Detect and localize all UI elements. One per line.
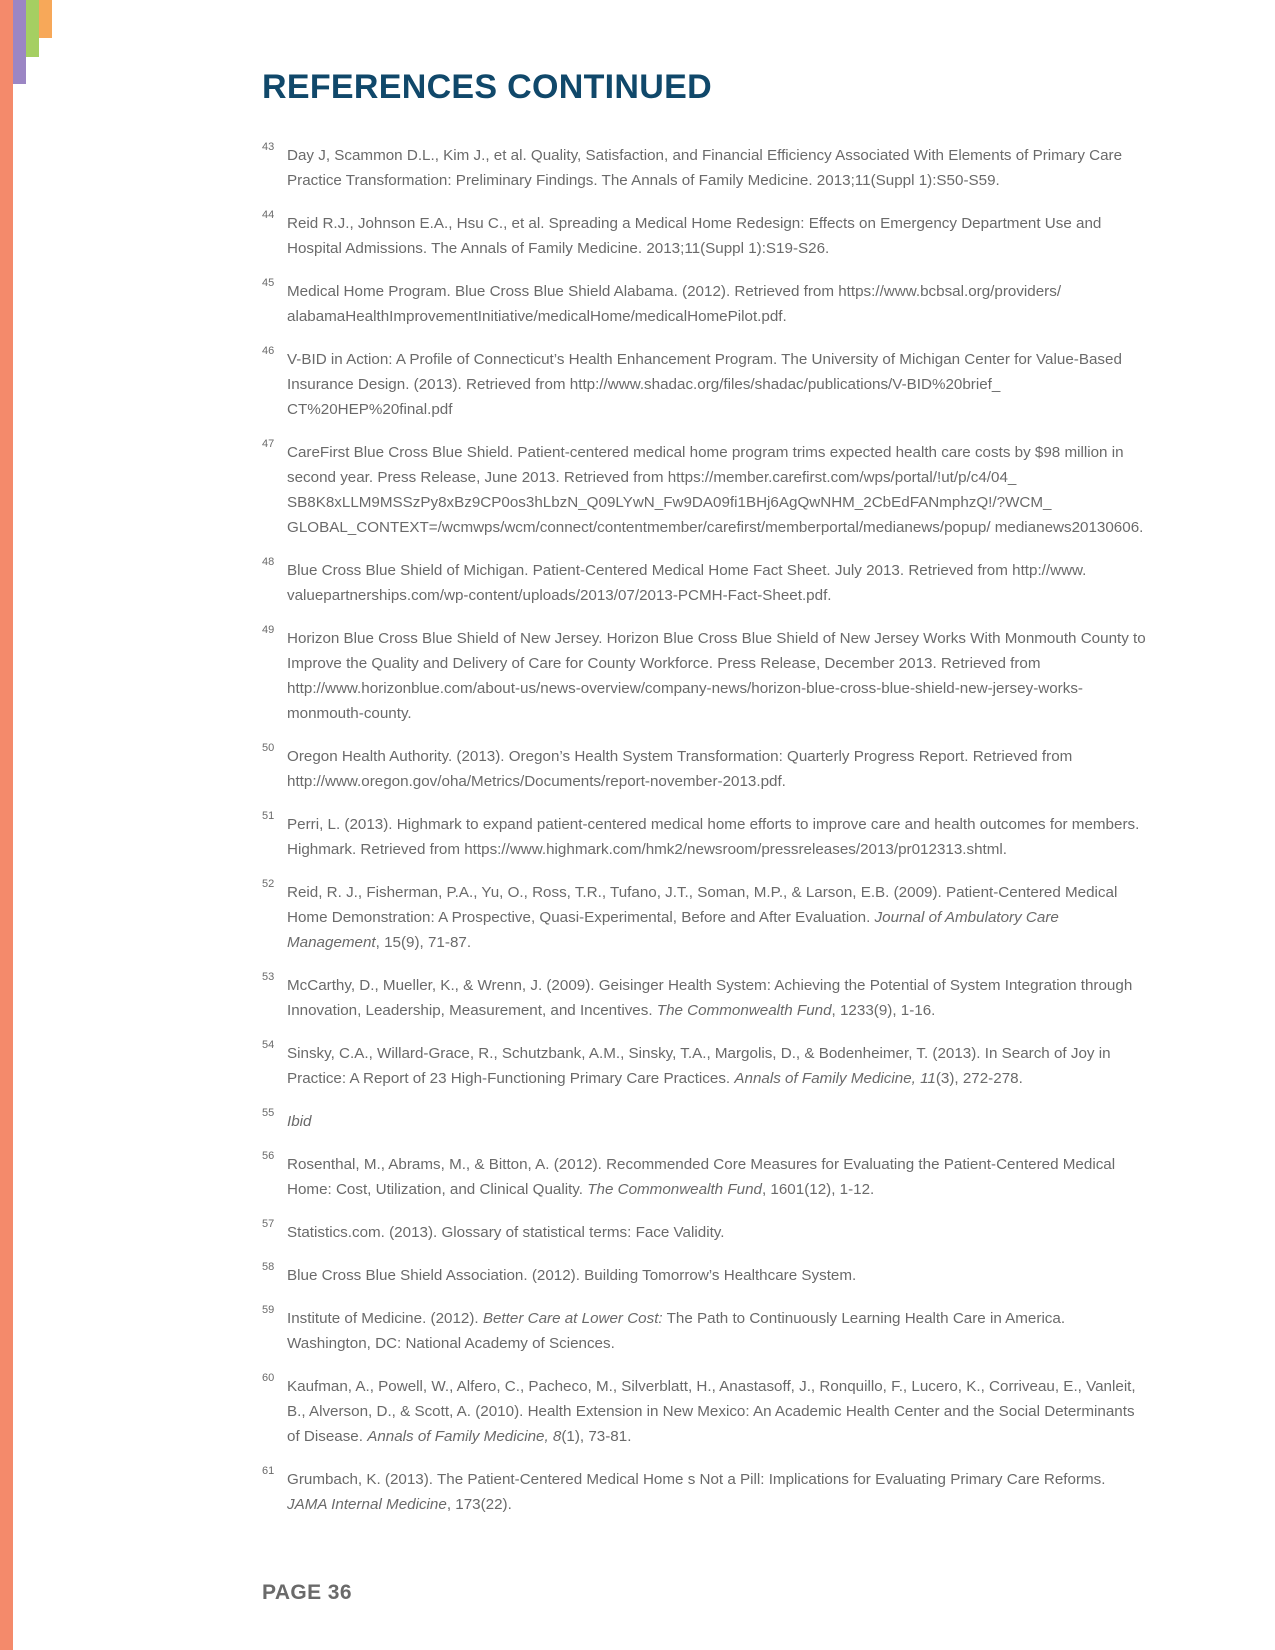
reference-item bbox=[262, 1374, 1147, 1449]
reference-italic-segment: Better Care at Lower Cost: bbox=[482, 1310, 663, 1327]
reference-number: 59 bbox=[262, 1304, 275, 1316]
reference-number: 54 bbox=[262, 1039, 275, 1051]
reference-segment: Oregon Health Authority. (2013). Oregon’s Health System Transformation: Quarterly Progress Report. Retrieved from http://www.oregon.gov/oha/Metrics/Documents/report-november-2013.pdf. bbox=[287, 748, 1073, 790]
reference-number: 52 bbox=[262, 878, 275, 890]
reference-text bbox=[287, 630, 1146, 722]
reference-segment: The Path to Continuously Learning Health Care in America. Washington, DC: National Academy of Sciences. bbox=[287, 1310, 1066, 1352]
reference-text bbox=[287, 1471, 1105, 1513]
reference-segment: (1), 73-81. bbox=[561, 1428, 632, 1445]
reference-number: 47 bbox=[262, 438, 275, 450]
reference-item bbox=[262, 211, 1147, 261]
reference-item bbox=[262, 744, 1147, 794]
reference-segment: Statistics.com. (2013). Glossary of statistical terms: Face Validity. bbox=[287, 1224, 725, 1241]
reference-segment: Horizon Blue Cross Blue Shield of New Jersey. Horizon Blue Cross Blue Shield of New Jersey Works With Monmouth County to Improve the Quality and Delivery of Care for County Workforce. Press Release, December 2013. Retrieved from http://www.horizonblue.com/about-us/news-overview/company-news/horizon-blue-cross-blue-shield-new-jersey-works-monmouth-county. bbox=[287, 630, 1146, 722]
reference-text bbox=[287, 1113, 312, 1130]
page-title: REFERENCES CONTINUED bbox=[262, 68, 712, 106]
reference-text bbox=[287, 1310, 1065, 1352]
reference-item bbox=[262, 1109, 1147, 1134]
page-number: PAGE 36 bbox=[262, 1581, 352, 1604]
reference-item bbox=[262, 1263, 1147, 1288]
reference-number: 58 bbox=[262, 1261, 275, 1273]
reference-item bbox=[262, 1306, 1147, 1356]
reference-item bbox=[262, 279, 1147, 329]
reference-italic-segment: The Commonwealth Fund bbox=[656, 1002, 832, 1019]
reference-segment: Day J, Scammon D.L., Kim J., et al. Quality, Satisfaction, and Financial Efficiency Associated With Elements of Primary Care Practice Transformation: Preliminary Findings. The Annals of Family Medicine. 2013;11(Suppl 1):S50-S59. bbox=[287, 147, 1123, 189]
decorative-bar-green bbox=[26, 0, 39, 57]
reference-item bbox=[262, 558, 1147, 608]
reference-number: 55 bbox=[262, 1107, 275, 1119]
reference-segment: , 173(22). bbox=[446, 1496, 512, 1513]
reference-segment: Sinsky, C.A., Willard-Grace, R., Schutzbank, A.M., Sinsky, T.A., Margolis, D., & Bodenheimer, T. (2013). In Search of Joy in Practice: A Report of 23 High-Functioning Primary Care Practices. bbox=[287, 1045, 1111, 1087]
reference-text bbox=[287, 977, 1132, 1019]
reference-item bbox=[262, 973, 1147, 1023]
decorative-bar-purple bbox=[13, 0, 26, 84]
reference-item bbox=[262, 1467, 1147, 1517]
reference-italic-segment: Annals of Family Medicine, 11 bbox=[734, 1070, 936, 1087]
reference-segment: Perri, L. (2013). Highmark to expand patient-centered medical home efforts to improve care and health outcomes for members. Highmark. Retrieved from https://www.highmark.com/hmk2/newsroom/pressreleases/2013/pr012313.shtml. bbox=[287, 816, 1140, 858]
reference-segment: CareFirst Blue Cross Blue Shield. Patient-centered medical home program trims expected health care costs by $98 million in second year. Press Release, June 2013. Retrieved from https://member.carefirst.com/wps/portal/!ut/p/c4/04_ SB8K8xLLM9MSSzPy8xBz9CP0os3hLbzN_Q09LYwN_Fw9DA09fi1BHj6AgQwNHM_2CbEdFANmphzQ!/?WCM_ GLOBAL_CONTEXT=/wcmwps/wcm/connect/contentmember/carefirst/memberportal/medianews/popup/ medianews20130606. bbox=[287, 444, 1144, 536]
reference-item bbox=[262, 347, 1147, 422]
reference-number: 45 bbox=[262, 277, 275, 289]
reference-item bbox=[262, 143, 1147, 193]
reference-italic-segment: Annals of Family Medicine, 8 bbox=[367, 1428, 562, 1445]
reference-segment: Kaufman, A., Powell, W., Alfero, C., Pacheco, M., Silverblatt, H., Anastasoff, J., Ronquillo, F., Lucero, K., Corriveau, E., Vanleit, B., Alverson, D., & Scott, A. (2010). Health Extension in New Mexico: An Academic Health Center and the Social Determinants of Disease. bbox=[287, 1378, 1136, 1445]
reference-number: 61 bbox=[262, 1465, 275, 1477]
reference-number: 46 bbox=[262, 345, 275, 357]
reference-segment: Institute of Medicine. (2012). bbox=[287, 1310, 483, 1327]
reference-number: 60 bbox=[262, 1372, 275, 1384]
reference-text bbox=[287, 562, 1086, 604]
reference-segment: V-BID in Action: A Profile of Connecticut’s Health Enhancement Program. The University of Michigan Center for Value-Based Insurance Design. (2013). Retrieved from http://www.shadac.org/files/shadac/publications/V-BID%20brief_ CT%20HEP%20final.pdf bbox=[287, 351, 1122, 418]
reference-item bbox=[262, 1041, 1147, 1091]
reference-number: 48 bbox=[262, 556, 275, 568]
reference-text bbox=[287, 1045, 1111, 1087]
reference-text bbox=[287, 748, 1072, 790]
reference-item bbox=[262, 1220, 1147, 1245]
decorative-bar-salmon bbox=[0, 0, 13, 1650]
reference-text bbox=[287, 444, 1143, 536]
reference-segment: Medical Home Program. Blue Cross Blue Shield Alabama. (2012). Retrieved from https://www.bcbsal.org/providers/ alabamaHealthImprovementInitiative/medicalHome/medicalHomePilot.pdf. bbox=[287, 283, 1062, 325]
reference-italic-segment: The Commonwealth Fund bbox=[587, 1181, 762, 1198]
reference-segment: (3), 272-278. bbox=[935, 1070, 1023, 1087]
reference-segment: , 1601(12), 1-12. bbox=[761, 1181, 875, 1198]
reference-italic-segment: Journal of Ambulatory Care Management bbox=[287, 909, 1059, 951]
reference-number: 49 bbox=[262, 624, 275, 636]
reference-item bbox=[262, 880, 1147, 955]
reference-text bbox=[287, 816, 1139, 858]
reference-segment: Blue Cross Blue Shield Association. (2012). Building Tomorrow’s Healthcare System. bbox=[287, 1267, 857, 1284]
reference-text bbox=[287, 283, 1061, 325]
reference-item bbox=[262, 440, 1147, 540]
reference-text bbox=[287, 351, 1122, 418]
reference-number: 51 bbox=[262, 810, 275, 822]
reference-item bbox=[262, 812, 1147, 862]
reference-segment: , 15(9), 71-87. bbox=[375, 934, 472, 951]
reference-text bbox=[287, 884, 1117, 951]
reference-number: 57 bbox=[262, 1218, 275, 1230]
reference-segment: McCarthy, D., Mueller, K., & Wrenn, J. (2009). Geisinger Health System: Achieving the Potential of System Integration through Innovation, Leadership, Measurement, and Incentives. bbox=[287, 977, 1133, 1019]
reference-text bbox=[287, 1224, 724, 1241]
reference-italic-segment: Ibid bbox=[287, 1113, 312, 1130]
reference-italic-segment: JAMA Internal Medicine bbox=[287, 1496, 447, 1513]
reference-text bbox=[287, 215, 1101, 257]
reference-number: 44 bbox=[262, 209, 275, 221]
reference-segment: Rosenthal, M., Abrams, M., & Bitton, A. (2012). Recommended Core Measures for Evaluating the Patient-Centered Medical Home: Cost, Utilization, and Clinical Quality. bbox=[287, 1156, 1116, 1198]
decorative-bar-orange bbox=[39, 0, 52, 38]
reference-item bbox=[262, 1152, 1147, 1202]
reference-number: 53 bbox=[262, 971, 275, 983]
references-list bbox=[262, 143, 1147, 1535]
reference-segment: , 1233(9), 1-16. bbox=[831, 1002, 936, 1019]
reference-item bbox=[262, 626, 1147, 726]
reference-segment: Blue Cross Blue Shield of Michigan. Patient-Centered Medical Home Fact Sheet. July 2013. Retrieved from http://www. valuepartnerships.com/wp-content/uploads/2013/07/2013-PCMH-Fact-Sheet.pdf. bbox=[287, 562, 1087, 604]
reference-segment: Grumbach, K. (2013). The Patient-Centered Medical Home s Not a Pill: Implications for Evaluating Primary Care Reforms. bbox=[287, 1471, 1106, 1488]
reference-number: 43 bbox=[262, 141, 275, 153]
reference-text bbox=[287, 1378, 1136, 1445]
reference-text bbox=[287, 147, 1122, 189]
reference-segment: Reid R.J., Johnson E.A., Hsu C., et al. Spreading a Medical Home Redesign: Effects on Emergency Department Use and Hospital Admissions. The Annals of Family Medicine. 2013;11(Suppl 1):S19-S26. bbox=[287, 215, 1102, 257]
reference-text bbox=[287, 1156, 1115, 1198]
reference-text bbox=[287, 1267, 856, 1284]
reference-number: 56 bbox=[262, 1150, 275, 1162]
reference-number: 50 bbox=[262, 742, 275, 754]
reference-segment: Reid, R. J., Fisherman, P.A., Yu, O., Ross, T.R., Tufano, J.T., Soman, M.P., & Larson, E.B. (2009). Patient-Centered Medical Home Demonstration: A Prospective, Quasi-Experimental, Before and After Evaluation. bbox=[287, 884, 1118, 926]
